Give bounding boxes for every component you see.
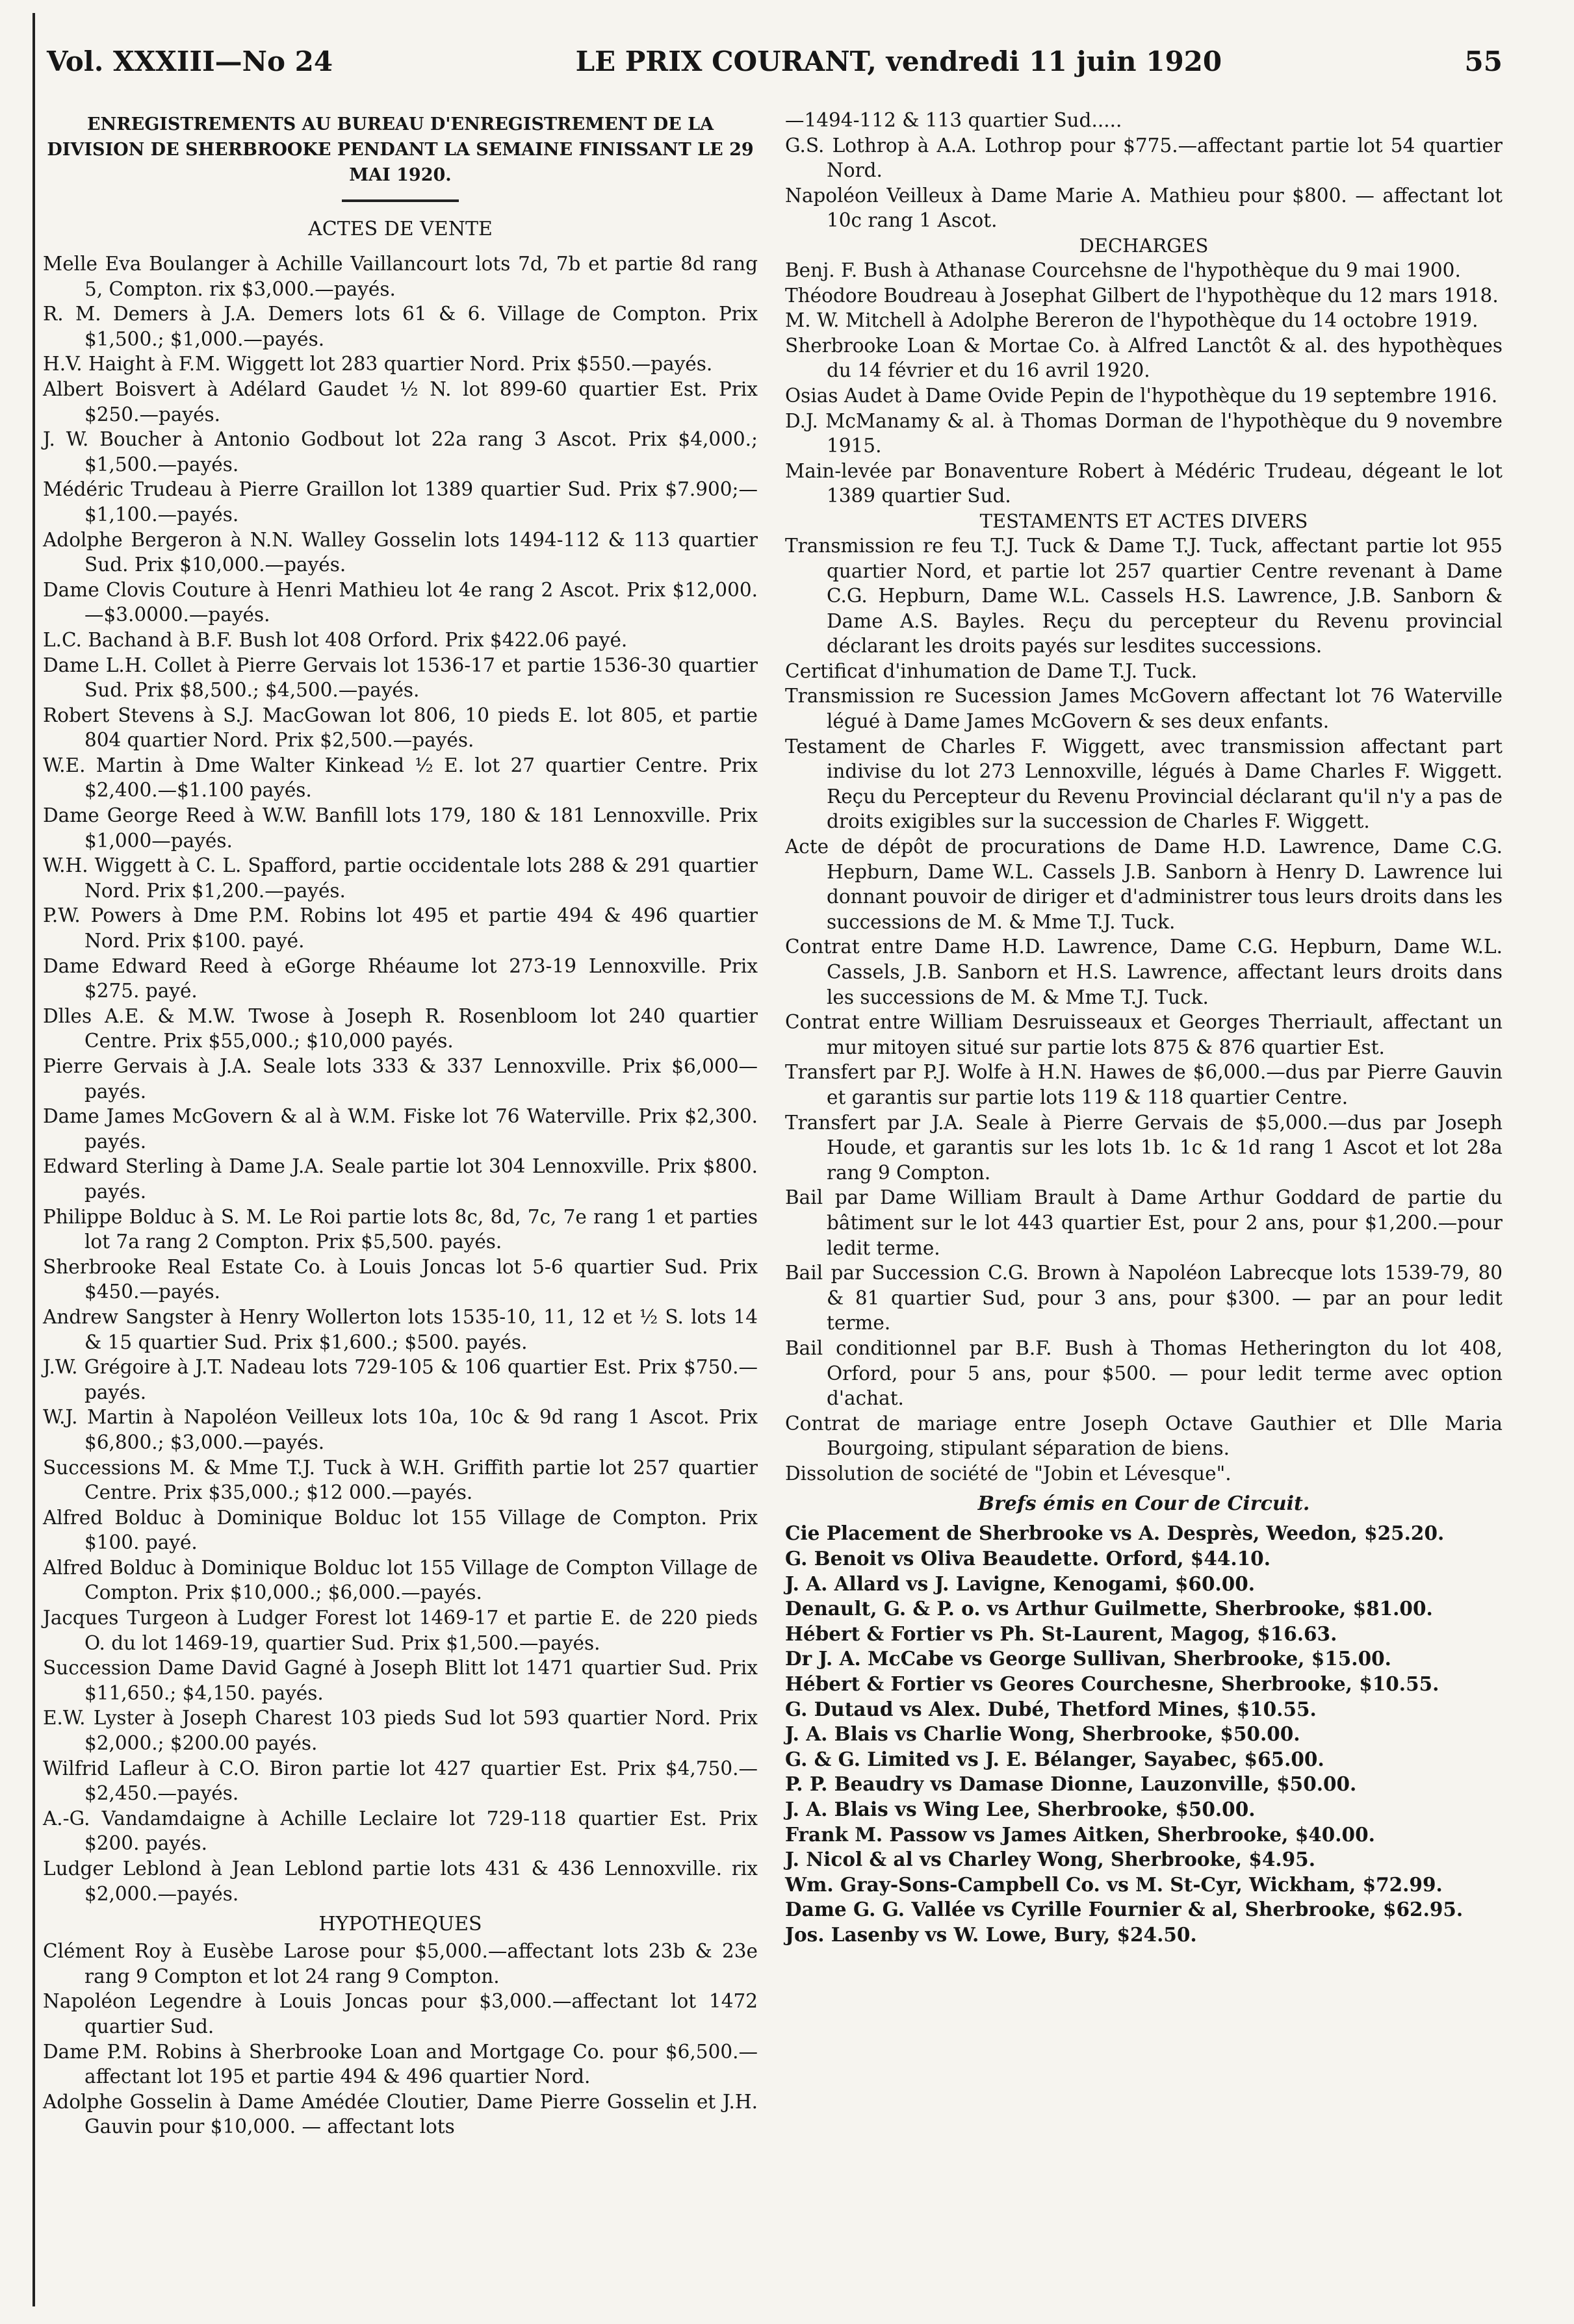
bref-entry: J. A. Allard vs J. Lavigne, Kenogami, $60.00. (785, 1572, 1256, 1595)
acte-entry: W.H. Wiggett à C. L. Spafford, partie occidentale lots 288 & 291 quartier Nord. Prix $1,200.—payés. (43, 854, 758, 902)
testaments-list (785, 533, 1503, 1487)
bref-entry: Cie Placement de Sherbrooke vs A. Desprès, Weedon, $25.20. (785, 1522, 1445, 1545)
acte-entry: Robert Stevens à S.J. MacGowan lot 806, 10 pieds E. lot 805, et partie 804 quartier Nord. Prix $2,500.—payés. (43, 704, 758, 752)
decharge-entry: Benj. F. Bush à Athanase Courcehsne de l'hypothèque du 9 mai 1900. (785, 259, 1461, 281)
acte-entry: Pierre Gervais à J.A. Seale lots 333 & 337 Lennoxville. Prix $6,000—payés. (43, 1055, 758, 1103)
bref-entry: G. Dutaud vs Alex. Dubé, Thetford Mines, $10.55. (785, 1697, 1317, 1720)
testament-entry: Certificat d'inhumation de Dame T.J. Tuck. (785, 659, 1198, 682)
acte-entry: Dame L.H. Collet à Pierre Gervais lot 1536-17 et partie 1536-30 quartier Sud. Prix $8,500.; $4,500.—payés. (43, 654, 758, 702)
acte-entry: L.C. Bachand à B.F. Bush lot 408 Orford. Prix $422.06 payé. (43, 628, 628, 651)
acte-entry: W.J. Martin à Napoléon Veilleux lots 10a, 10c & 9d rang 1 Ascot. Prix $6,800.; $3,000.—payés. (43, 1406, 758, 1453)
acte-entry: Wilfrid Lafleur à C.O. Biron partie lot 427 quartier Est. Prix $4,750.—$2,450.—payés. (43, 1757, 758, 1805)
volume-number: Vol. XXXIII—No 24 (47, 45, 333, 77)
bref-entry: J. A. Blais vs Charlie Wong, Sherbrooke, $50.00. (785, 1722, 1300, 1746)
acte-entry: Albert Boisvert à Adélard Gaudet ½ N. lot 899-60 quartier Est. Prix $250.—payés. (43, 377, 758, 426)
acte-entry: Edward Sterling à Dame J.A. Seale partie lot 304 Lennoxville. Prix $800. payés. (43, 1155, 758, 1203)
acte-entry: Alfred Bolduc à Dominique Bolduc lot 155 Village de Compton Village de Compton. Prix $10,000.; $6,000.—payés. (43, 1556, 758, 1604)
testament-entry: Transfert par P.J. Wolfe à H.N. Hawes de $6,000.—dus par Pierre Gauvin et garantis sur partie lots 119 & 118 quartier Centre. (785, 1061, 1503, 1108)
testament-entry: Contrat de mariage entre Joseph Octave Gauthier et Dlle Maria Bourgoing, stipulant séparation de biens. (785, 1412, 1503, 1460)
decharge-entry: Osias Audet à Dame Ovide Pepin de l'hypothèque du 19 septembre 1916. (785, 384, 1498, 407)
acte-entry: Successions M. & Mme T.J. Tuck à W.H. Griffith partie lot 257 quartier Centre. Prix $35,000.; $12 000.—payés. (43, 1456, 758, 1504)
decharge-entry: Théodore Boudreau à Josephat Gilbert de l'hypothèque du 12 mars 1918. (785, 284, 1499, 307)
bref-entry: Denault, G. & P. o. vs Arthur Guilmette, Sherbrooke, $81.00. (785, 1597, 1433, 1620)
bref-entry: Dame G. G. Vallée vs Cyrille Fournier & al, Sherbrooke, $62.95. (785, 1898, 1464, 1921)
acte-entry: Succession Dame David Gagné à Joseph Blitt lot 1471 quartier Sud. Prix $11,650.; $4,150. payés. (43, 1657, 758, 1704)
left-column (43, 112, 758, 2139)
acte-entry: Dame George Reed à W.W. Banfill lots 179, 180 & 181 Lennoxville. Prix $1,000—payés. (43, 804, 758, 852)
testament-entry: Contrat entre William Desruisseaux et Georges Therriault, affectant un mur mitoyen situé sur partie lots 875 & 876 quartier Est. (785, 1011, 1503, 1058)
acte-entry: Sherbrooke Real Estate Co. à Louis Joncas lot 5-6 quartier Sud. Prix $450.—payés. (43, 1255, 758, 1303)
testament-entry: Bail conditionnel par B.F. Bush à Thomas Hetherington du lot 408, Orford, pour 5 ans, pour $500. — pour ledit terme avec option d'achat. (785, 1336, 1503, 1410)
bref-entry: G. Benoit vs Oliva Beaudette. Orford, $44.10. (785, 1547, 1271, 1570)
hypotheque-entry: —1494-112 & 113 quartier Sud..... (785, 109, 1122, 131)
hypotheque-entry: Napoléon Legendre à Louis Joncas pour $3,000.—affectant lot 1472 quartier Sud. (43, 1990, 758, 2037)
bref-entry: J. A. Blais vs Wing Lee, Sherbrooke, $50.00. (785, 1798, 1256, 1820)
acte-entry: Andrew Sangster à Henry Wollerton lots 1535-10, 11, 12 et ½ S. lots 14 & 15 quartier Sud. Prix $1,600.; $500. payés. (43, 1305, 758, 1353)
bref-entry: J. Nicol & al vs Charley Wong, Sherbrooke, $4.95. (785, 1848, 1315, 1871)
acte-entry: Alfred Bolduc à Dominique Bolduc lot 155 Village de Compton. Prix $100. payé. (43, 1506, 758, 1554)
acte-entry: J.W. Grégoire à J.T. Nadeau lots 729-105 & 106 quartier Est. Prix $750.—payés. (43, 1356, 758, 1403)
bref-entry: Dr J. A. McCabe vs George Sullivan, Sherbrooke, $15.00. (785, 1647, 1391, 1670)
acte-entry: Melle Eva Boulanger à Achille Vaillancourt lots 7d, 7b et partie 8d rang 5, Compton. rix $3,000.—payés. (43, 253, 758, 300)
decharge-entry: M. W. Mitchell à Adolphe Bereron de l'hypothèque du 14 octobre 1919. (785, 309, 1478, 332)
testament-entry: Acte de dépôt de procurations de Dame H.D. Lawrence, Dame C.G. Hepburn, Dame W.L. Cassels J.B. Sanborn à Henry D. Lawrence lui donnant pouvoir de diriger et d'administrer tous leurs droits dans les successions de M. & Mme T.J. Tuck. (785, 836, 1503, 933)
acte-entry: R. M. Demers à J.A. Demers lots 61 & 6. Village de Compton. Prix $1,500.; $1,000.—payés. (43, 303, 758, 350)
acte-entry: A.-G. Vandamdaigne à Achille Leclaire lot 729-118 quartier Est. Prix $200. payés. (43, 1807, 758, 1855)
section-heading: ENREGISTREMENTS AU BUREAU D'ENREGISTREMENT DE LA DIVISION DE SHERBROOKE PENDANT LA SEMAINE FINISSANT LE 29 MAI 1920. (47, 114, 754, 185)
acte-entry: H.V. Haight à F.M. Wiggett lot 283 quartier Nord. Prix $550.—payés. (43, 353, 713, 376)
actes-de-vente-title: ACTES DE VENTE (308, 218, 493, 240)
brefs-list (785, 1521, 1503, 1947)
bref-entry: Hébert & Fortier vs Ph. St-Laurent, Magog, $16.63. (785, 1622, 1337, 1645)
testament-entry: Testament de Charles F. Wiggett, avec transmission affectant part indivise du lot 273 Lennoxville, légués à Dame Charles F. Wiggett. Reçu du Percepteur du Revenu Provincial déclarant qu'il n'y a pas de droits exigibles sur la succession de Charles F. Wiggett. (785, 735, 1503, 833)
testaments-title: TESTAMENTS ET ACTES DIVERS (979, 509, 1308, 532)
acte-entry: Dame Clovis Couture à Henri Mathieu lot 4e rang 2 Ascot. Prix $12,000.—$3.0000.—payés. (43, 578, 758, 626)
bref-entry: Hébert & Fortier vs Geores Courchesne, Sherbrooke, $10.55. (785, 1672, 1439, 1696)
hypotheques-continued-list (785, 108, 1503, 233)
testament-entry: Contrat entre Dame H.D. Lawrence, Dame C.G. Hepburn, Dame W.L. Cassels, J.B. Sanborn et H.S. Lawrence, affectant leurs droits dans les successions de M. & Mme T.J. Tuck. (785, 936, 1503, 1008)
newspaper-title: LE PRIX COURANT, vendredi 11 juin 1920 (575, 45, 1222, 77)
testament-entry: Bail par Dame William Brault à Dame Arthur Goddard de partie du bâtiment sur le lot 443 quartier Est, pour 2 ans, pour $1,200.—pour ledit terme. (785, 1186, 1503, 1259)
acte-entry: Médéric Trudeau à Pierre Graillon lot 1389 quartier Sud. Prix $7.900;—$1,100.—payés. (43, 478, 758, 526)
hypotheque-entry: Clément Roy à Eusèbe Larose pour $5,000.—affectant lots 23b & 23e rang 9 Compton et lot 24 rang 9 Compton. (43, 1940, 758, 1987)
testament-entry: Dissolution de société de "Jobin et Lévesque". (785, 1462, 1232, 1485)
hypotheques-list (43, 1939, 758, 2139)
right-column (785, 108, 1503, 1948)
acte-entry: Jacques Turgeon à Ludger Forest lot 1469-17 et partie E. de 220 pieds O. du lot 1469-19, quartier Sud. Prix $1,500.—payés. (43, 1607, 758, 1654)
acte-entry: Adolphe Bergeron à N.N. Walley Gosselin lots 1494-112 & 113 quartier Sud. Prix $10,000.—payés. (43, 528, 758, 576)
acte-entry: E.W. Lyster à Joseph Charest 103 pieds Sud lot 593 quartier Nord. Prix $2,000.; $200.00 payés. (43, 1707, 758, 1755)
testament-entry: Transmission re feu T.J. Tuck & Dame T.J. Tuck, affectant partie lot 955 quartier Nord, et partie lot 257 quartier Centre revenant à Dame C.G. Hepburn, Dame W.L. Cassels H.S. Lawrence, J.B. Sanborn & Dame A.S. Bayles. Reçu du percepteur du Revenu provincial déclarant les droits payés sur lesdites successions. (785, 534, 1503, 658)
bref-entry: Frank M. Passow vs James Aitken, Sherbrooke, $40.00. (785, 1822, 1375, 1846)
acte-entry: Philippe Bolduc à S. M. Le Roi partie lots 8c, 8d, 7c, 7e rang 1 et parties lot 7a rang 2 Compton. Prix $5,500. payés. (43, 1205, 758, 1253)
acte-entry: Dame James McGovern & al à W.M. Fiske lot 76 Waterville. Prix $2,300. payés. (43, 1105, 758, 1153)
page-header (47, 45, 1503, 87)
acte-entry: Ludger Leblond à Jean Leblond partie lots 431 & 436 Lennoxville. rix $2,000.—payés. (43, 1858, 758, 1905)
decharges-title: DECHARGES (1079, 234, 1209, 257)
decharge-entry: Main-levée par Bonaventure Robert à Médéric Trudeau, dégeant le lot 1389 quartier Sud. (785, 459, 1503, 507)
bref-entry: Jos. Lasenby vs W. Lowe, Bury, $24.50. (785, 1922, 1197, 1946)
bref-entry: G. & G. Limited vs J. E. Bélanger, Sayabec, $65.00. (785, 1747, 1324, 1770)
left-margin-rule (32, 13, 35, 2306)
hypotheque-entry: G.S. Lothrop à A.A. Lothrop pour $775.—affectant partie lot 54 quartier Nord. (785, 134, 1503, 182)
page-number: 55 (1464, 45, 1503, 77)
decharge-entry: D.J. McManamy & al. à Thomas Dorman de l'hypothèque du 9 novembre 1915. (785, 409, 1503, 457)
hypotheques-title: HYPOTHEQUES (318, 1913, 482, 1936)
hypotheque-entry: Napoléon Veilleux à Dame Marie A. Mathieu pour $800. — affectant lot 10c rang 1 Ascot. (785, 184, 1503, 232)
separator-rule (342, 199, 459, 202)
brefs-title: Brefs émis en Cour de Circuit. (977, 1492, 1310, 1516)
hypotheque-entry: Adolphe Gosselin à Dame Amédée Cloutier, Dame Pierre Gosselin et J.H. Gauvin pour $10,000. — affectant lots (43, 2090, 758, 2138)
decharges-list (785, 258, 1503, 509)
acte-entry: P.W. Powers à Dme P.M. Robins lot 495 et partie 494 & 496 quartier Nord. Prix $100. payé. (43, 904, 758, 952)
acte-entry: Dlles A.E. & M.W. Twose à Joseph R. Rosenbloom lot 240 quartier Centre. Prix $55,000.; $10,000 payés. (43, 1004, 758, 1053)
acte-entry: J. W. Boucher à Antonio Godbout lot 22a rang 3 Ascot. Prix $4,000.; $1,500.—payés. (43, 428, 758, 476)
testament-entry: Transfert par J.A. Seale à Pierre Gervais de $5,000.—dus par Joseph Houde, et garantis sur les lots 1b. 1c & 1d rang 1 Ascot et lot 28a rang 9 Compton. (785, 1111, 1503, 1184)
acte-entry: W.E. Martin à Dme Walter Kinkead ½ E. lot 27 quartier Centre. Prix $2,400.—$1.100 payés. (43, 754, 758, 802)
bref-entry: Wm. Gray-Sons-Campbell Co. vs M. St-Cyr, Wickham, $72.99. (785, 1872, 1443, 1896)
acte-entry: Dame Edward Reed à eGorge Rhéaume lot 273-19 Lennoxville. Prix $275. payé. (43, 954, 758, 1002)
testament-entry: Bail par Succession C.G. Brown à Napoléon Labrecque lots 1539-79, 80 & 81 quartier Sud, pour 3 ans, pour $300. — par an pour ledit terme. (785, 1262, 1503, 1334)
hypotheque-entry: Dame P.M. Robins à Sherbrooke Loan and Mortgage Co. pour $6,500.—affectant lot 195 et partie 494 & 496 quartier Nord. (43, 2040, 758, 2088)
bref-entry: P. P. Beaudry vs Damase Dionne, Lauzonville, $50.00. (785, 1772, 1357, 1796)
actes-de-vente-list (43, 251, 758, 1906)
testament-entry: Transmission re Sucession James McGovern affectant lot 76 Waterville légué à Dame James McGovern & ses deux enfants. (785, 685, 1503, 733)
decharge-entry: Sherbrooke Loan & Mortae Co. à Alfred Lanctôt & al. des hypothèques du 14 février et du 16 avril 1920. (785, 334, 1503, 382)
